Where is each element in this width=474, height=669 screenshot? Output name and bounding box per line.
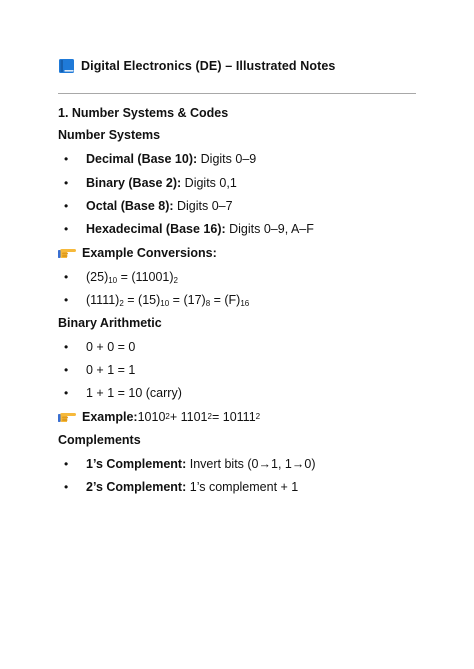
pointing-hand-icon bbox=[58, 410, 76, 424]
list-item: • $(1111)_2 = (15)_{10} = (17)_8 = (F)_{16}$ bbox=[58, 293, 249, 307]
document-title-text: Digital Electronics (DE) – Illustrated Notes bbox=[81, 59, 336, 73]
list-item: • Hexadecimal (Base 16): Digits 0–9, A–F bbox=[58, 222, 314, 236]
section-heading: 1. Number Systems & Codes bbox=[58, 106, 229, 120]
complements-heading: Complements bbox=[58, 433, 141, 447]
list-item: • 1’s Complement: Invert bits (0→1, 1→0) bbox=[58, 457, 315, 471]
horizontal-divider bbox=[58, 93, 416, 94]
binary-arithmetic-heading: Binary Arithmetic bbox=[58, 316, 162, 330]
list-item: • 2’s Complement: 1’s complement + 1 bbox=[58, 480, 298, 494]
list-item: • $(25)_{10} = (11001)_2$ bbox=[58, 270, 178, 284]
example-line: Example: 1010 2 + 1101 2 = 10111 2 bbox=[58, 410, 260, 424]
list-item: • Octal (Base 8): Digits 0–7 bbox=[58, 199, 233, 213]
list-item: • Binary (Base 2): Digits 0,1 bbox=[58, 176, 237, 190]
list-item: • 0 + 0 = 0 bbox=[58, 340, 135, 354]
number-systems-heading: Number Systems bbox=[58, 128, 161, 142]
list-item: • 0 + 1 = 1 bbox=[58, 363, 135, 377]
document-title bbox=[58, 58, 335, 74]
list-item: • Decimal (Base 10): Digits 0–9 bbox=[58, 152, 256, 166]
list-item: • 1 + 1 = 10 (carry) bbox=[58, 386, 182, 400]
example-conversions-heading: Example Conversions: bbox=[58, 246, 217, 260]
pointing-hand-icon bbox=[58, 246, 76, 260]
blue-book-icon bbox=[58, 58, 75, 74]
